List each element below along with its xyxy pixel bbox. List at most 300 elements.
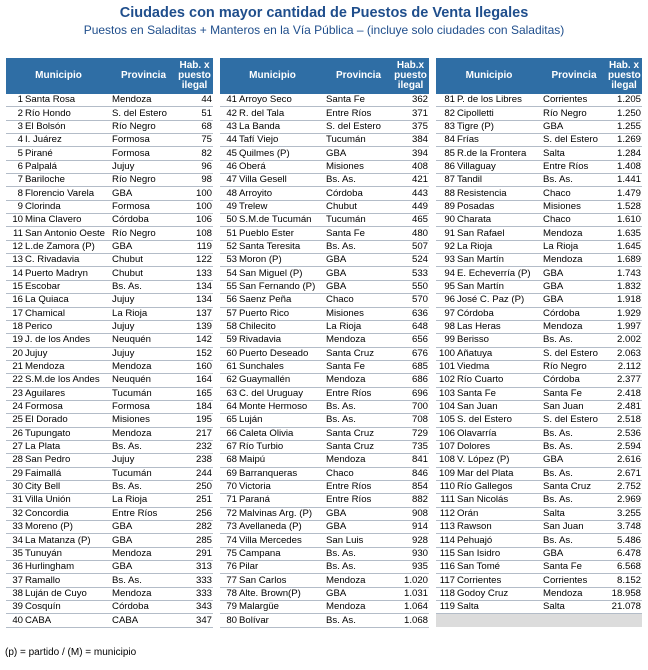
hab-cell: 1.441 bbox=[606, 174, 642, 187]
provincia-cell: GBA bbox=[111, 240, 176, 253]
provincia-cell: Neuquén bbox=[111, 374, 176, 387]
rank-cell: 85 bbox=[436, 147, 456, 160]
provincia-cell: Salta bbox=[542, 601, 606, 614]
rank-cell: 34 bbox=[6, 534, 24, 547]
hab-cell: 2.536 bbox=[606, 427, 642, 440]
municipio-cell: Puerto Madryn bbox=[24, 267, 111, 280]
hab-cell: 1.479 bbox=[606, 187, 642, 200]
table-row bbox=[436, 147, 642, 160]
table-row bbox=[436, 387, 642, 400]
provincia-cell: Bs. As. bbox=[111, 280, 176, 293]
provincia-cell: S. del Estero bbox=[111, 107, 176, 120]
rank-cell: 110 bbox=[436, 480, 456, 493]
provincia-cell: San Juan bbox=[542, 400, 606, 413]
table-row bbox=[6, 547, 213, 560]
provincia-cell: Tucumán bbox=[325, 214, 392, 227]
table-row bbox=[220, 400, 429, 413]
hab-cell: 2.377 bbox=[606, 374, 642, 387]
provincia-cell: Corrientes bbox=[542, 94, 606, 107]
table-row bbox=[436, 227, 642, 240]
provincia-cell: Corrientes bbox=[542, 574, 606, 587]
hab-cell: 686 bbox=[392, 374, 429, 387]
table-row bbox=[436, 534, 642, 547]
table-row bbox=[6, 521, 213, 534]
rank-cell: 52 bbox=[220, 240, 238, 253]
municipio-cell: C. Rivadavia bbox=[24, 254, 111, 267]
hab-cell: 3.748 bbox=[606, 521, 642, 534]
rank-cell: 93 bbox=[436, 254, 456, 267]
rank-cell: 18 bbox=[6, 320, 24, 333]
rank-cell: 38 bbox=[6, 587, 24, 600]
table-row bbox=[6, 374, 213, 387]
hab-cell: 217 bbox=[176, 427, 213, 440]
hab-cell: 244 bbox=[176, 467, 213, 480]
municipio-cell: Villa Unión bbox=[24, 494, 111, 507]
hab-cell: 1.205 bbox=[606, 94, 642, 107]
provincia-cell: Córdoba bbox=[111, 601, 176, 614]
hab-cell: 44 bbox=[176, 94, 213, 107]
provincia-cell: Bs. As. bbox=[325, 400, 392, 413]
rank-cell: 14 bbox=[6, 267, 24, 280]
table-row bbox=[220, 374, 429, 387]
table-row bbox=[436, 174, 642, 187]
table-row bbox=[436, 574, 642, 587]
table-row bbox=[220, 574, 429, 587]
table-row bbox=[6, 467, 213, 480]
municipio-cell: Mina Clavero bbox=[24, 214, 111, 227]
provincia-cell: Entre Ríos bbox=[325, 494, 392, 507]
hab-cell: 729 bbox=[392, 427, 429, 440]
municipio-cell: Villa Gesell bbox=[238, 174, 325, 187]
hab-cell: 1.689 bbox=[606, 254, 642, 267]
table-row bbox=[220, 160, 429, 173]
rank-cell: 1 bbox=[6, 94, 24, 107]
column-header-provincia: Provincia bbox=[542, 58, 606, 94]
rank-cell: 23 bbox=[6, 387, 24, 400]
cities-table-2 bbox=[220, 58, 429, 628]
hab-cell: 1.528 bbox=[606, 200, 642, 213]
rank-cell: 87 bbox=[436, 174, 456, 187]
municipio-cell: La Rioja bbox=[456, 240, 542, 253]
provincia-cell: Mendoza bbox=[542, 320, 606, 333]
hab-cell: 256 bbox=[176, 507, 213, 520]
table-row bbox=[6, 480, 213, 493]
column-header-municipio: Municipio bbox=[220, 58, 325, 94]
municipio-cell: Tandil bbox=[456, 174, 542, 187]
hab-cell: 160 bbox=[176, 360, 213, 373]
hab-cell: 524 bbox=[392, 254, 429, 267]
provincia-cell: GBA bbox=[325, 521, 392, 534]
provincia-cell: Chaco bbox=[325, 294, 392, 307]
provincia-cell: Formosa bbox=[111, 134, 176, 147]
municipio-cell: Monte Hermoso bbox=[238, 400, 325, 413]
hab-cell: 408 bbox=[392, 160, 429, 173]
municipio-cell: Villa Mercedes bbox=[238, 534, 325, 547]
table-row bbox=[436, 521, 642, 534]
municipio-cell: E. Echeverría (P) bbox=[456, 267, 542, 280]
rank-cell: 108 bbox=[436, 454, 456, 467]
hab-cell: 1.929 bbox=[606, 307, 642, 320]
hab-cell: 164 bbox=[176, 374, 213, 387]
table-row bbox=[220, 521, 429, 534]
provincia-cell: Mendoza bbox=[111, 94, 176, 107]
table-row bbox=[6, 507, 213, 520]
provincia-cell: San Juan bbox=[542, 521, 606, 534]
rank-cell: 84 bbox=[436, 134, 456, 147]
rank-cell: 118 bbox=[436, 587, 456, 600]
provincia-cell: Misiones bbox=[542, 200, 606, 213]
table-row bbox=[6, 561, 213, 574]
cities-table-3 bbox=[436, 58, 642, 627]
rank-cell: 80 bbox=[220, 614, 238, 627]
table-row bbox=[6, 387, 213, 400]
hab-cell: 1.635 bbox=[606, 227, 642, 240]
table-row bbox=[6, 187, 213, 200]
table-row bbox=[436, 320, 642, 333]
table-row bbox=[6, 94, 213, 107]
hab-cell: 18.958 bbox=[606, 587, 642, 600]
hab-cell: 371 bbox=[392, 107, 429, 120]
provincia-cell: La Rioja bbox=[111, 307, 176, 320]
hab-cell: 656 bbox=[392, 334, 429, 347]
municipio-cell: Malargüe bbox=[238, 601, 325, 614]
municipio-cell: Pehuajó bbox=[456, 534, 542, 547]
municipio-cell: Oberá bbox=[238, 160, 325, 173]
table-row bbox=[436, 134, 642, 147]
table-row bbox=[6, 400, 213, 413]
table-row bbox=[436, 294, 642, 307]
provincia-cell: Santa Cruz bbox=[325, 440, 392, 453]
table-row bbox=[6, 334, 213, 347]
municipio-cell: Caleta Olivia bbox=[238, 427, 325, 440]
municipio-cell: Tupungato bbox=[24, 427, 111, 440]
table-row bbox=[6, 320, 213, 333]
provincia-cell: Río Negro bbox=[111, 227, 176, 240]
provincia-cell: Santa Cruz bbox=[542, 480, 606, 493]
table-row bbox=[6, 427, 213, 440]
hab-cell: 122 bbox=[176, 254, 213, 267]
provincia-cell: Chaco bbox=[325, 467, 392, 480]
rank-cell: 11 bbox=[6, 227, 24, 240]
municipio-cell: San Fernando (P) bbox=[238, 280, 325, 293]
hab-cell: 68 bbox=[176, 120, 213, 133]
rank-cell: 3 bbox=[6, 120, 24, 133]
municipio-cell: Corrientes bbox=[456, 574, 542, 587]
municipio-cell: Malvinas Arg. (P) bbox=[238, 507, 325, 520]
table-row bbox=[436, 360, 642, 373]
rank-cell: 35 bbox=[6, 547, 24, 560]
rank-cell: 114 bbox=[436, 534, 456, 547]
hab-cell: 1.255 bbox=[606, 120, 642, 133]
rank-cell: 61 bbox=[220, 360, 238, 373]
municipio-cell: Sunchales bbox=[238, 360, 325, 373]
municipio-cell: Ramallo bbox=[24, 574, 111, 587]
rank-cell: 41 bbox=[220, 94, 238, 107]
hab-cell: 2.418 bbox=[606, 387, 642, 400]
provincia-cell: Formosa bbox=[111, 400, 176, 413]
municipio-cell: Arroyito bbox=[238, 187, 325, 200]
municipio-cell: San Pedro bbox=[24, 454, 111, 467]
municipio-cell: Formosa bbox=[24, 400, 111, 413]
table-row bbox=[436, 414, 642, 427]
rank-cell: 17 bbox=[6, 307, 24, 320]
rank-cell: 119 bbox=[436, 601, 456, 614]
column-header-hab: Hab. x puesto ilegal bbox=[176, 58, 213, 94]
provincia-cell: La Rioja bbox=[542, 240, 606, 253]
table-row bbox=[220, 254, 429, 267]
rank-cell: 64 bbox=[220, 400, 238, 413]
municipio-cell: Clorinda bbox=[24, 200, 111, 213]
municipio-cell: Alte. Brown(P) bbox=[238, 587, 325, 600]
table-row bbox=[220, 294, 429, 307]
rank-cell: 16 bbox=[6, 294, 24, 307]
provincia-cell: Córdoba bbox=[542, 374, 606, 387]
hab-cell: 1.269 bbox=[606, 134, 642, 147]
table-row bbox=[436, 120, 642, 133]
table-row bbox=[436, 467, 642, 480]
table-row bbox=[436, 280, 642, 293]
rank-cell: 48 bbox=[220, 187, 238, 200]
provincia-cell: S. del Estero bbox=[325, 120, 392, 133]
rank-cell: 103 bbox=[436, 387, 456, 400]
rank-cell: 37 bbox=[6, 574, 24, 587]
provincia-cell: GBA bbox=[111, 534, 176, 547]
hab-cell: 676 bbox=[392, 347, 429, 360]
hab-cell: 1.610 bbox=[606, 214, 642, 227]
provincia-cell: Mendoza bbox=[542, 254, 606, 267]
municipio-cell: I. Juárez bbox=[24, 134, 111, 147]
table-row bbox=[6, 120, 213, 133]
hab-cell: 735 bbox=[392, 440, 429, 453]
municipio-cell: San Juan bbox=[456, 400, 542, 413]
rank-cell: 39 bbox=[6, 601, 24, 614]
report-title: Ciudades con mayor cantidad de Puestos de Venta Ilegales bbox=[119, 5, 529, 21]
table-row bbox=[436, 601, 642, 614]
rank-cell: 2 bbox=[6, 107, 24, 120]
rank-cell: 104 bbox=[436, 400, 456, 413]
provincia-cell: Córdoba bbox=[325, 187, 392, 200]
municipio-cell: Olavarría bbox=[456, 427, 542, 440]
table-row bbox=[436, 494, 642, 507]
column-header-hab: Hab.x puesto ilegal bbox=[392, 58, 429, 94]
hab-cell: 21.078 bbox=[606, 601, 642, 614]
rank-cell: 77 bbox=[220, 574, 238, 587]
rank-cell: 90 bbox=[436, 214, 456, 227]
hab-cell: 106 bbox=[176, 214, 213, 227]
provincia-cell: Mendoza bbox=[325, 334, 392, 347]
table-row bbox=[436, 187, 642, 200]
provincia-cell: Bs. As. bbox=[542, 534, 606, 547]
municipio-cell: Mar del Plata bbox=[456, 467, 542, 480]
rank-cell: 83 bbox=[436, 120, 456, 133]
rank-cell: 78 bbox=[220, 587, 238, 600]
provincia-cell: Mendoza bbox=[111, 427, 176, 440]
rank-cell: 73 bbox=[220, 521, 238, 534]
rank-cell: 50 bbox=[220, 214, 238, 227]
provincia-cell: GBA bbox=[542, 454, 606, 467]
hab-cell: 1.284 bbox=[606, 147, 642, 160]
provincia-cell: Misiones bbox=[325, 307, 392, 320]
provincia-cell: Santa Fe bbox=[542, 561, 606, 574]
rank-cell: 8 bbox=[6, 187, 24, 200]
table-row bbox=[6, 360, 213, 373]
municipio-cell: CABA bbox=[24, 614, 111, 627]
table-row bbox=[220, 214, 429, 227]
municipio-cell: San Nicolás bbox=[456, 494, 542, 507]
hab-cell: 1.997 bbox=[606, 320, 642, 333]
hab-cell: 82 bbox=[176, 147, 213, 160]
table-row bbox=[6, 240, 213, 253]
rank-cell: 27 bbox=[6, 440, 24, 453]
provincia-cell: Salta bbox=[542, 507, 606, 520]
hab-cell: 648 bbox=[392, 320, 429, 333]
provincia-cell: Bs. As. bbox=[325, 614, 392, 627]
table-row bbox=[436, 587, 642, 600]
provincia-cell: Salta bbox=[542, 147, 606, 160]
provincia-cell: Chaco bbox=[542, 187, 606, 200]
municipio-cell: Mendoza bbox=[24, 360, 111, 373]
municipio-cell: Bolívar bbox=[238, 614, 325, 627]
table-row bbox=[6, 227, 213, 240]
rank-cell: 96 bbox=[436, 294, 456, 307]
table-row bbox=[220, 134, 429, 147]
provincia-cell: Jujuy bbox=[111, 160, 176, 173]
table-row bbox=[6, 214, 213, 227]
rank-cell: 20 bbox=[6, 347, 24, 360]
municipio-cell: San Martín bbox=[456, 254, 542, 267]
rank-cell: 62 bbox=[220, 374, 238, 387]
provincia-cell: Entre Ríos bbox=[542, 160, 606, 173]
hab-cell: 291 bbox=[176, 547, 213, 560]
municipio-cell: Cipolletti bbox=[456, 107, 542, 120]
provincia-cell: Mendoza bbox=[325, 374, 392, 387]
hab-cell: 5.486 bbox=[606, 534, 642, 547]
municipio-cell: Moron (P) bbox=[238, 254, 325, 267]
municipio-cell: Chamical bbox=[24, 307, 111, 320]
municipio-cell: Añatuya bbox=[456, 347, 542, 360]
table-row bbox=[6, 440, 213, 453]
rank-cell: 112 bbox=[436, 507, 456, 520]
table-row bbox=[6, 307, 213, 320]
table-row bbox=[6, 200, 213, 213]
provincia-cell: Santa Fe bbox=[325, 360, 392, 373]
provincia-cell: Tucumán bbox=[111, 467, 176, 480]
hab-cell: 2.752 bbox=[606, 480, 642, 493]
municipio-cell: La Plata bbox=[24, 440, 111, 453]
hab-cell: 1.064 bbox=[392, 601, 429, 614]
table-row bbox=[436, 507, 642, 520]
table-row bbox=[220, 587, 429, 600]
municipio-cell: Rivadavia bbox=[238, 334, 325, 347]
hab-cell: 394 bbox=[392, 147, 429, 160]
provincia-cell: La Rioja bbox=[111, 494, 176, 507]
provincia-cell: GBA bbox=[325, 587, 392, 600]
table-row bbox=[436, 200, 642, 213]
rank-cell: 60 bbox=[220, 347, 238, 360]
table-row bbox=[220, 334, 429, 347]
rank-cell: 54 bbox=[220, 267, 238, 280]
table-row bbox=[436, 334, 642, 347]
municipio-cell: San Rafael bbox=[456, 227, 542, 240]
provincia-cell: San Luis bbox=[325, 534, 392, 547]
provincia-cell: Santa Cruz bbox=[325, 347, 392, 360]
municipio-cell: San Tomé bbox=[456, 561, 542, 574]
table-row bbox=[6, 134, 213, 147]
rank-cell: 45 bbox=[220, 147, 238, 160]
hab-cell: 362 bbox=[392, 94, 429, 107]
municipio-cell: Cosquín bbox=[24, 601, 111, 614]
provincia-cell: Santa Cruz bbox=[325, 427, 392, 440]
municipio-cell: V. López (P) bbox=[456, 454, 542, 467]
hab-cell: 347 bbox=[176, 614, 213, 627]
column-header-municipio: Municipio bbox=[436, 58, 542, 94]
table-row bbox=[220, 454, 429, 467]
municipio-cell: Santa Fe bbox=[456, 387, 542, 400]
hab-cell: 98 bbox=[176, 174, 213, 187]
hab-cell: 636 bbox=[392, 307, 429, 320]
rank-cell: 15 bbox=[6, 280, 24, 293]
hab-cell: 1.250 bbox=[606, 107, 642, 120]
rank-cell: 74 bbox=[220, 534, 238, 547]
hab-cell: 282 bbox=[176, 521, 213, 534]
table-row bbox=[6, 574, 213, 587]
hab-cell: 570 bbox=[392, 294, 429, 307]
table-row bbox=[220, 280, 429, 293]
hab-cell: 251 bbox=[176, 494, 213, 507]
municipio-cell: Arroyo Seco bbox=[238, 94, 325, 107]
provincia-cell: Bs. As. bbox=[542, 427, 606, 440]
rank-cell: 4 bbox=[6, 134, 24, 147]
municipio-cell: Guaymallén bbox=[238, 374, 325, 387]
hab-cell: 8.152 bbox=[606, 574, 642, 587]
rank-cell: 94 bbox=[436, 267, 456, 280]
hab-cell: 2.002 bbox=[606, 334, 642, 347]
table-row bbox=[220, 320, 429, 333]
rank-cell: 26 bbox=[6, 427, 24, 440]
table-row bbox=[220, 480, 429, 493]
municipio-cell: San Martín bbox=[456, 280, 542, 293]
table-row bbox=[436, 94, 642, 107]
hab-cell: 96 bbox=[176, 160, 213, 173]
table-row bbox=[6, 614, 213, 627]
municipio-cell: San Antonio Oeste bbox=[24, 227, 111, 240]
table-row bbox=[220, 534, 429, 547]
provincia-cell: Jujuy bbox=[111, 454, 176, 467]
provincia-cell: La Rioja bbox=[325, 320, 392, 333]
municipio-cell: Concordia bbox=[24, 507, 111, 520]
provincia-cell: GBA bbox=[542, 267, 606, 280]
provincia-cell: Jujuy bbox=[111, 320, 176, 333]
provincia-cell: GBA bbox=[111, 561, 176, 574]
rank-cell: 79 bbox=[220, 601, 238, 614]
table-row bbox=[436, 454, 642, 467]
hab-cell: 846 bbox=[392, 467, 429, 480]
hab-cell: 184 bbox=[176, 400, 213, 413]
table-row bbox=[6, 347, 213, 360]
rank-cell: 46 bbox=[220, 160, 238, 173]
provincia-cell: Río Negro bbox=[542, 107, 606, 120]
rank-cell: 10 bbox=[6, 214, 24, 227]
hab-cell: 696 bbox=[392, 387, 429, 400]
table-row bbox=[220, 307, 429, 320]
rank-cell: 117 bbox=[436, 574, 456, 587]
hab-cell: 285 bbox=[176, 534, 213, 547]
hab-cell: 133 bbox=[176, 267, 213, 280]
table-row bbox=[6, 280, 213, 293]
rank-cell: 36 bbox=[6, 561, 24, 574]
rank-cell: 55 bbox=[220, 280, 238, 293]
rank-cell: 116 bbox=[436, 561, 456, 574]
